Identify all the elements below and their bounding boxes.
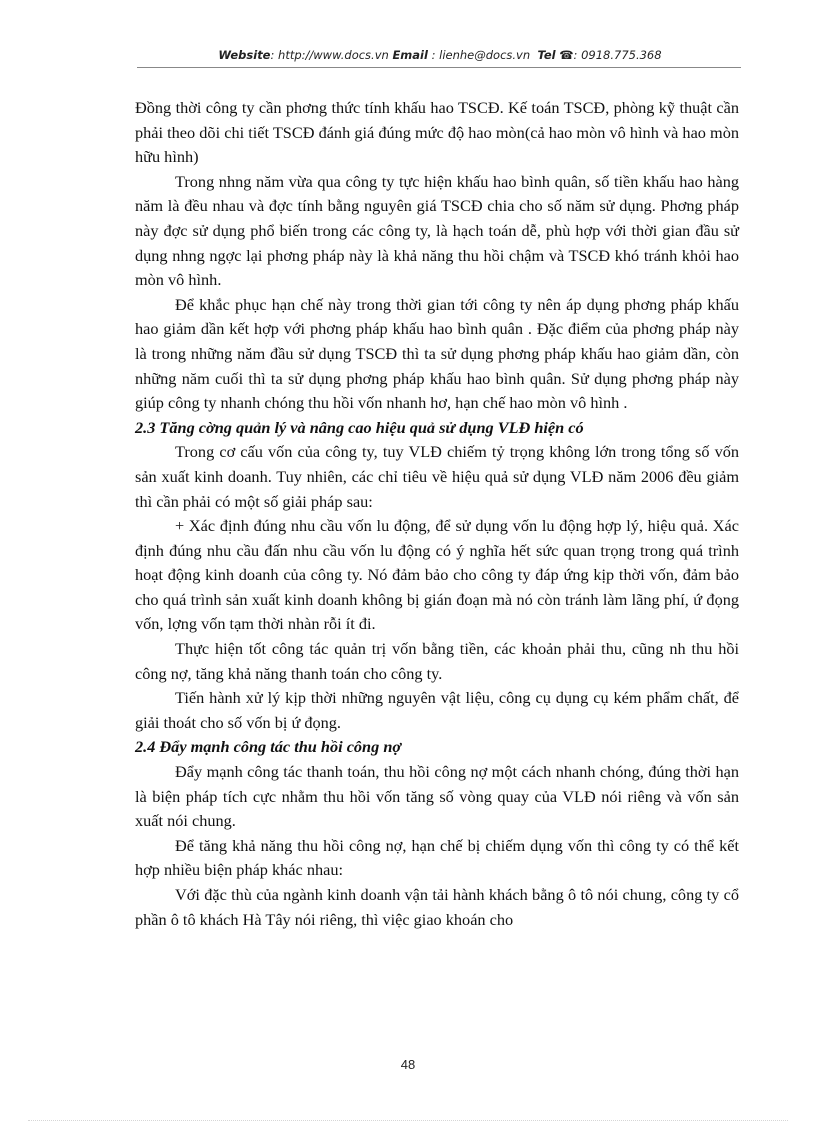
paragraph-5: + Xác định đúng nhu cầu vốn lu động, để sử dụng vốn lu động hợp lý, hiệu quả. Xác định đúng nhu cầu đấn nhu cầu vốn lu động có ý nghĩa hết sức quan trọng trong quá trình hoạt động kinh doanh của công ty. Nó đảm bảo cho công ty đáp ứng kịp thời vốn, đảm bảo cho quá trình sản xuất kinh doanh không bị gián đoạn mà nó còn tránh làm lãng phí, ứ đọng vốn, lợng vốn tạm thời nhàn rỗi ít đi. xyxy=(135,516,739,634)
paragraph-7: Tiến hành xử lý kịp thời những nguyên vật liệu, công cụ dụng cụ kém phẩm chất, để giải thoát cho số vốn bị ứ đọng. xyxy=(135,688,739,732)
section-heading-2-4: 2.4 Đẩy mạnh công tác thu hồi công nợ xyxy=(135,737,402,757)
paragraph-1: Đồng thời công ty cần phơng thức tính khấu hao TSCĐ. Kế toán TSCĐ, phòng kỹ thuật cần phải theo dõi chi tiết TSCĐ đánh giá đúng mức độ hao mòn(cả hao mòn vô hình và hao mòn hữu hình) xyxy=(135,98,739,167)
tel-value: : 0918.775.368 xyxy=(573,48,662,62)
email-label: Email xyxy=(392,48,428,62)
email-value: : lienhe@docs.vn xyxy=(427,48,531,62)
paragraph-3: Để khắc phục hạn chế này trong thời gian tới công ty nên áp dụng phơng pháp khấu hao giảm dần kết hợp với phơng pháp khấu hao bình quân . Đặc điểm của phơng pháp này là trong những năm đầu sử dụng TSCĐ thì ta sử dụng phơng pháp khấu hao giảm dần, còn những năm cuối thì ta sử dụng phơng pháp khấu hao bình quân. Sử dụng phơng pháp này giúp công ty nhanh chóng thu hồi vốn nhanh hơ, hạn chế hao mòn vô hình . xyxy=(135,294,739,413)
paragraph-4: Trong cơ cấu vốn của công ty, tuy VLĐ chiếm tỷ trọng không lớn trong tổng số vốn sản xuất kinh doanh. Tuy nhiên, các chỉ tiêu về hiệu quả sử dụng VLĐ năm 2006 đều giảm thì cần phải có một số giải pháp sau: xyxy=(135,442,739,511)
phone-icon: ☎ xyxy=(559,48,574,62)
section-heading-2-3: 2.3 Tăng cờng quản lý và nâng cao hiệu quả sử dụng VLĐ hiện có xyxy=(135,417,584,437)
footer-dotted-divider xyxy=(28,1120,788,1121)
website-value: : http://www.docs.vn xyxy=(270,48,389,62)
website-label: Website xyxy=(218,48,271,62)
paragraph-8: Đẩy mạnh công tác thanh toán, thu hồi công nợ một cách nhanh chóng, đúng thời hạn là biện pháp tích cực nhằm thu hồi vốn tăng số vòng quay của VLĐ nói riêng và vốn sản xuất nói chung. xyxy=(135,762,739,831)
paragraph-9: Để tăng khả năng thu hồi công nợ, hạn chế bị chiếm dụng vốn thì công ty có thể kết hợp nhiều biện pháp khác nhau: xyxy=(135,835,739,880)
paragraph-6: Thực hiện tốt công tác quản trị vốn bằng tiền, các khoản phải thu, cũng nh thu hồi công nợ, tăng khả năng thanh toán cho công ty. xyxy=(135,639,739,683)
page-header xyxy=(140,48,740,62)
page-number: 48 xyxy=(400,1057,416,1072)
document-body xyxy=(135,96,739,932)
header-divider xyxy=(137,67,741,68)
tel-label: Tel xyxy=(537,48,556,62)
paragraph-2: Trong nhng năm vừa qua công ty tực hiện khấu hao bình quân, số tiền khấu hao hàng năm là đều nhau và đợc tính bằng nguyên giá TSCĐ chia cho số năm sử dụng. Phơng pháp này đợc sử dụng phổ biến trong các công ty, là hạch toán dễ, phù hợp với thời gian đầu sử dụng nhng ngợc lại phơng pháp này là khả năng thu hồi chậm và TSCĐ khó tránh khỏi hao mòn vô hình. xyxy=(135,171,739,290)
paragraph-10: Với đặc thù của ngành kinh doanh vận tải hành khách bằng ô tô nói chung, công ty cổ phần ô tô khách Hà Tây nói riêng, thì việc giao khoán cho xyxy=(135,885,739,929)
